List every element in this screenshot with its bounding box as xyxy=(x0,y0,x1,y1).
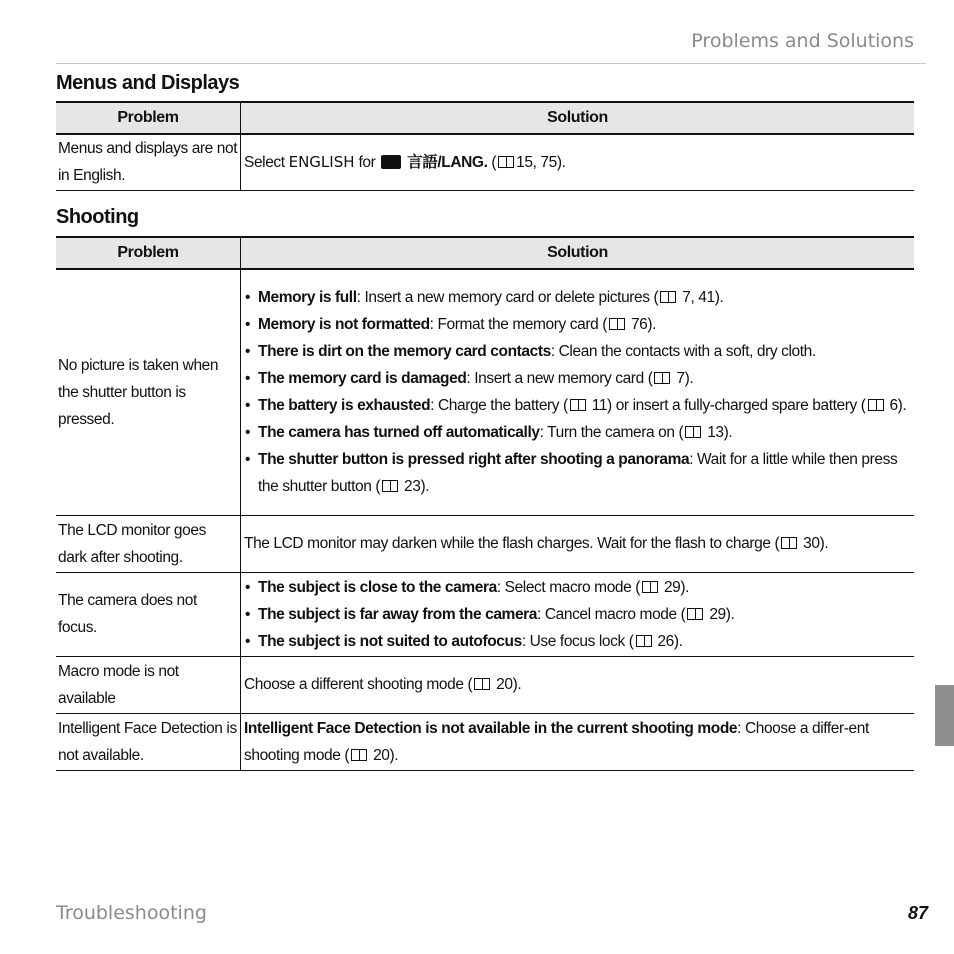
table-header-row xyxy=(56,102,914,134)
table-row xyxy=(56,713,914,770)
solution-cell: Choose a different shooting mode ( 20). xyxy=(241,656,915,713)
list-item: • There is dirt on the memory card contacts: Clean the contacts with a soft, dry cloth. xyxy=(244,338,911,365)
menu-item-lang: 言語/LANG. xyxy=(407,153,488,171)
column-header-solution: Solution xyxy=(241,102,915,134)
page-reference: 15, 75). xyxy=(516,153,566,171)
page-reference-icon xyxy=(498,156,514,168)
page-reference-icon xyxy=(685,426,701,438)
solution-text: Select xyxy=(244,153,285,171)
header-divider xyxy=(56,63,926,64)
list-item: • Memory is full: Insert a new memory card or delete pictures ( 7, 41). xyxy=(244,284,911,311)
list-item: • Memory is not formatted: Format the memory card ( 76). xyxy=(244,311,911,338)
page-reference-icon xyxy=(687,608,703,620)
solution-list xyxy=(244,284,911,500)
column-header-solution: Solution xyxy=(241,237,915,269)
section-title-menus: Menus and Displays xyxy=(56,72,240,94)
problem-cell: The camera does not focus. xyxy=(56,572,241,656)
list-item: • The camera has turned off automatically: Turn the camera on ( 13). xyxy=(244,419,911,446)
page-reference-icon xyxy=(609,318,625,330)
column-header-problem: Problem xyxy=(56,102,241,134)
problem-cell: No picture is taken when the shutter button is pressed. xyxy=(56,269,241,515)
table-row xyxy=(56,515,914,572)
solution-cell: The LCD monitor may darken while the flash charges. Wait for the flash to charge ( 30). xyxy=(241,515,915,572)
menus-table xyxy=(56,101,914,191)
list-item: • The memory card is damaged: Insert a new memory card ( 7). xyxy=(244,365,911,392)
page-number: 87 xyxy=(907,903,928,923)
table-row xyxy=(56,269,914,515)
list-item: • The subject is far away from the camera: Cancel macro mode ( 29). xyxy=(244,601,911,628)
page-reference-icon xyxy=(382,480,398,492)
list-item: • The shutter button is pressed right after shooting a panorama: Wait for a little while then press the shutter button ( 23). xyxy=(244,446,911,500)
section-title-shooting: Shooting xyxy=(56,206,139,228)
page-reference-icon xyxy=(642,581,658,593)
page-reference-icon xyxy=(570,399,586,411)
problem-cell: The LCD monitor goes dark after shooting. xyxy=(56,515,241,572)
table-row xyxy=(56,572,914,656)
setup-menu-icon xyxy=(381,155,401,169)
column-header-problem: Problem xyxy=(56,237,241,269)
table-header-row xyxy=(56,237,914,269)
page-reference-icon xyxy=(660,291,676,303)
solution-cell: Select ENGLISH for 言語/LANG. ( 15, 75). xyxy=(241,134,915,190)
solution-cell xyxy=(241,572,915,656)
problem-cell: Macro mode is not available xyxy=(56,656,241,713)
list-item: • The battery is exhausted: Charge the battery ( 11) or insert a fully-charged spare battery ( 6). xyxy=(244,392,911,419)
solution-cell: Intelligent Face Detection is not available in the current shooting mode: Choose a differ-ent shooting mode ( 20). xyxy=(241,713,915,770)
page-reference-icon xyxy=(868,399,884,411)
page-reference-icon xyxy=(474,678,490,690)
page-reference-icon xyxy=(636,635,652,647)
solution-cell xyxy=(241,269,915,515)
list-item: • The subject is not suited to autofocus: Use focus lock ( 26). xyxy=(244,628,911,655)
page-reference-icon xyxy=(351,749,367,761)
problem-cell: Menus and displays are not in English. xyxy=(56,134,241,190)
table-row xyxy=(56,656,914,713)
solution-text: for xyxy=(358,153,376,171)
chapter-tab-marker xyxy=(935,685,954,746)
page-reference-icon xyxy=(781,537,797,549)
page-reference-icon xyxy=(654,372,670,384)
footer-section-name: Troubleshooting xyxy=(56,902,207,924)
page-header-title: Problems and Solutions xyxy=(691,30,914,52)
solution-list xyxy=(244,574,911,655)
list-item: • The subject is close to the camera: Select macro mode ( 29). xyxy=(244,574,911,601)
shooting-table xyxy=(56,236,914,771)
problem-cell: Intelligent Face Detection is not available. xyxy=(56,713,241,770)
table-row xyxy=(56,134,914,190)
menu-option-english: ENGLISH xyxy=(288,152,355,171)
